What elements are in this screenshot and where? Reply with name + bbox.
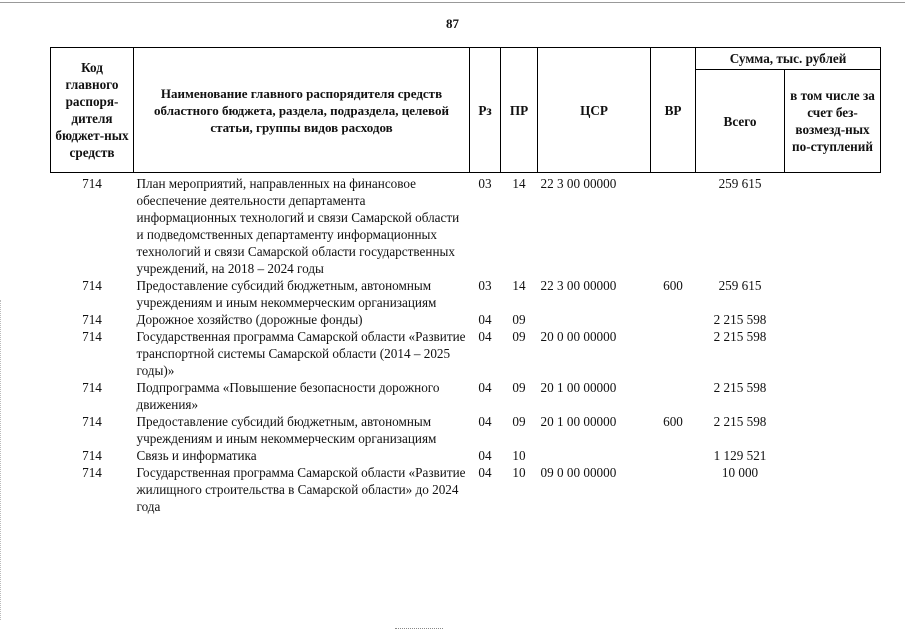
cell-name: Государственная программа Самарской области «Развитие транспортной системы Самарской области (2014 – 2025 годы)» bbox=[136, 329, 466, 378]
cell-code: 714 bbox=[82, 278, 102, 293]
cell-name: Связь и информатика bbox=[136, 448, 257, 463]
cell-including bbox=[785, 311, 881, 328]
header-rz: Рз bbox=[470, 48, 501, 173]
cell-vr bbox=[651, 379, 696, 413]
cell-csr bbox=[538, 311, 651, 328]
header-sum-group: Сумма, тыс. рублей bbox=[696, 48, 881, 70]
cell-code: 714 bbox=[82, 329, 102, 344]
cell-vr bbox=[651, 173, 696, 278]
table-row bbox=[51, 311, 881, 328]
page-number: 87 bbox=[446, 16, 459, 31]
cell-pr: 09 bbox=[512, 329, 526, 344]
cell-csr bbox=[538, 447, 651, 464]
cell-pr: 14 bbox=[512, 278, 526, 293]
cell-code: 714 bbox=[82, 176, 102, 191]
cell-csr: 20 1 00 00000 bbox=[540, 380, 617, 395]
cell-vr bbox=[651, 311, 696, 328]
table-row bbox=[51, 173, 881, 278]
table-row bbox=[51, 447, 881, 464]
cell-csr: 20 0 00 00000 bbox=[540, 329, 617, 344]
table-row bbox=[51, 328, 881, 379]
scan-bottom-mark bbox=[395, 628, 443, 632]
header-name: Наименование главного распорядителя средств областного бюджета, раздела, подраздела, целевой статьи, группы видов расходов bbox=[134, 48, 470, 173]
cell-pr: 10 bbox=[512, 448, 526, 463]
cell-vr bbox=[651, 447, 696, 464]
cell-total: 2 215 598 bbox=[713, 329, 767, 344]
cell-rz: 04 bbox=[478, 465, 492, 480]
cell-name: Подпрограмма «Повышение безопасности дорожного движения» bbox=[136, 380, 440, 412]
cell-code: 714 bbox=[82, 414, 102, 429]
cell-pr: 09 bbox=[512, 414, 526, 429]
cell-vr bbox=[651, 328, 696, 379]
cell-total: 259 615 bbox=[718, 278, 762, 293]
cell-including bbox=[785, 328, 881, 379]
cell-code: 714 bbox=[82, 380, 102, 395]
budget-table bbox=[50, 47, 881, 515]
cell-including bbox=[785, 379, 881, 413]
cell-pr: 10 bbox=[512, 465, 526, 480]
cell-code: 714 bbox=[82, 448, 102, 463]
cell-name: План мероприятий, направленных на финансовое обеспечение деятельности департамента информационных технологий и связи Самарской области и подведомственных департаменту информационных технологий и связи Самарской области государственных учреждений, на 2018 – 2024 годы bbox=[136, 176, 460, 276]
top-edge-rule bbox=[0, 2, 905, 3]
cell-rz: 04 bbox=[478, 414, 492, 429]
cell-total: 2 215 598 bbox=[713, 312, 767, 327]
cell-including bbox=[785, 447, 881, 464]
table-row bbox=[51, 464, 881, 515]
cell-rz: 04 bbox=[478, 448, 492, 463]
cell-code: 714 bbox=[82, 312, 102, 327]
cell-including bbox=[785, 277, 881, 311]
cell-rz: 04 bbox=[478, 380, 492, 395]
cell-pr: 09 bbox=[512, 380, 526, 395]
cell-name: Дорожное хозяйство (дорожные фонды) bbox=[136, 312, 363, 327]
header-pr: ПР bbox=[501, 48, 538, 173]
scan-edge-specks bbox=[0, 300, 7, 620]
cell-csr: 09 0 00 00000 bbox=[540, 465, 617, 480]
cell-vr: 600 bbox=[663, 278, 683, 293]
cell-including bbox=[785, 464, 881, 515]
cell-rz: 04 bbox=[478, 329, 492, 344]
cell-including bbox=[785, 173, 881, 278]
cell-code: 714 bbox=[82, 465, 102, 480]
cell-total: 2 215 598 bbox=[713, 414, 767, 429]
cell-rz: 04 bbox=[478, 312, 492, 327]
cell-vr bbox=[651, 464, 696, 515]
cell-total: 1 129 521 bbox=[713, 448, 767, 463]
cell-pr: 09 bbox=[512, 312, 526, 327]
cell-name: Предоставление субсидий бюджетным, автономным учреждениям и иным некоммерческим организациям bbox=[136, 278, 437, 310]
header-csr: ЦСР bbox=[538, 48, 651, 173]
header-code: Код главного распоря-дителя бюджет-ных средств bbox=[51, 48, 134, 173]
cell-csr: 22 3 00 00000 bbox=[540, 278, 617, 293]
cell-name: Государственная программа Самарской области «Развитие жилищного строительства в Самарской области» до 2024 года bbox=[136, 465, 466, 514]
table-row bbox=[51, 277, 881, 311]
cell-pr: 14 bbox=[512, 176, 526, 191]
cell-total: 2 215 598 bbox=[713, 380, 767, 395]
header-vr: ВР bbox=[651, 48, 696, 173]
cell-total: 259 615 bbox=[718, 176, 762, 191]
cell-vr: 600 bbox=[663, 414, 683, 429]
cell-name: Предоставление субсидий бюджетным, автономным учреждениям и иным некоммерческим организациям bbox=[136, 414, 437, 446]
table-row bbox=[51, 413, 881, 447]
cell-rz: 03 bbox=[478, 176, 492, 191]
cell-total: 10 000 bbox=[721, 465, 759, 480]
header-total: Всего bbox=[696, 70, 785, 173]
cell-including bbox=[785, 413, 881, 447]
cell-csr: 20 1 00 00000 bbox=[540, 414, 617, 429]
cell-rz: 03 bbox=[478, 278, 492, 293]
cell-csr: 22 3 00 00000 bbox=[540, 176, 617, 191]
table-row bbox=[51, 379, 881, 413]
header-including: в том числе за счет без-возмезд-ных по-ступлений bbox=[785, 70, 881, 173]
